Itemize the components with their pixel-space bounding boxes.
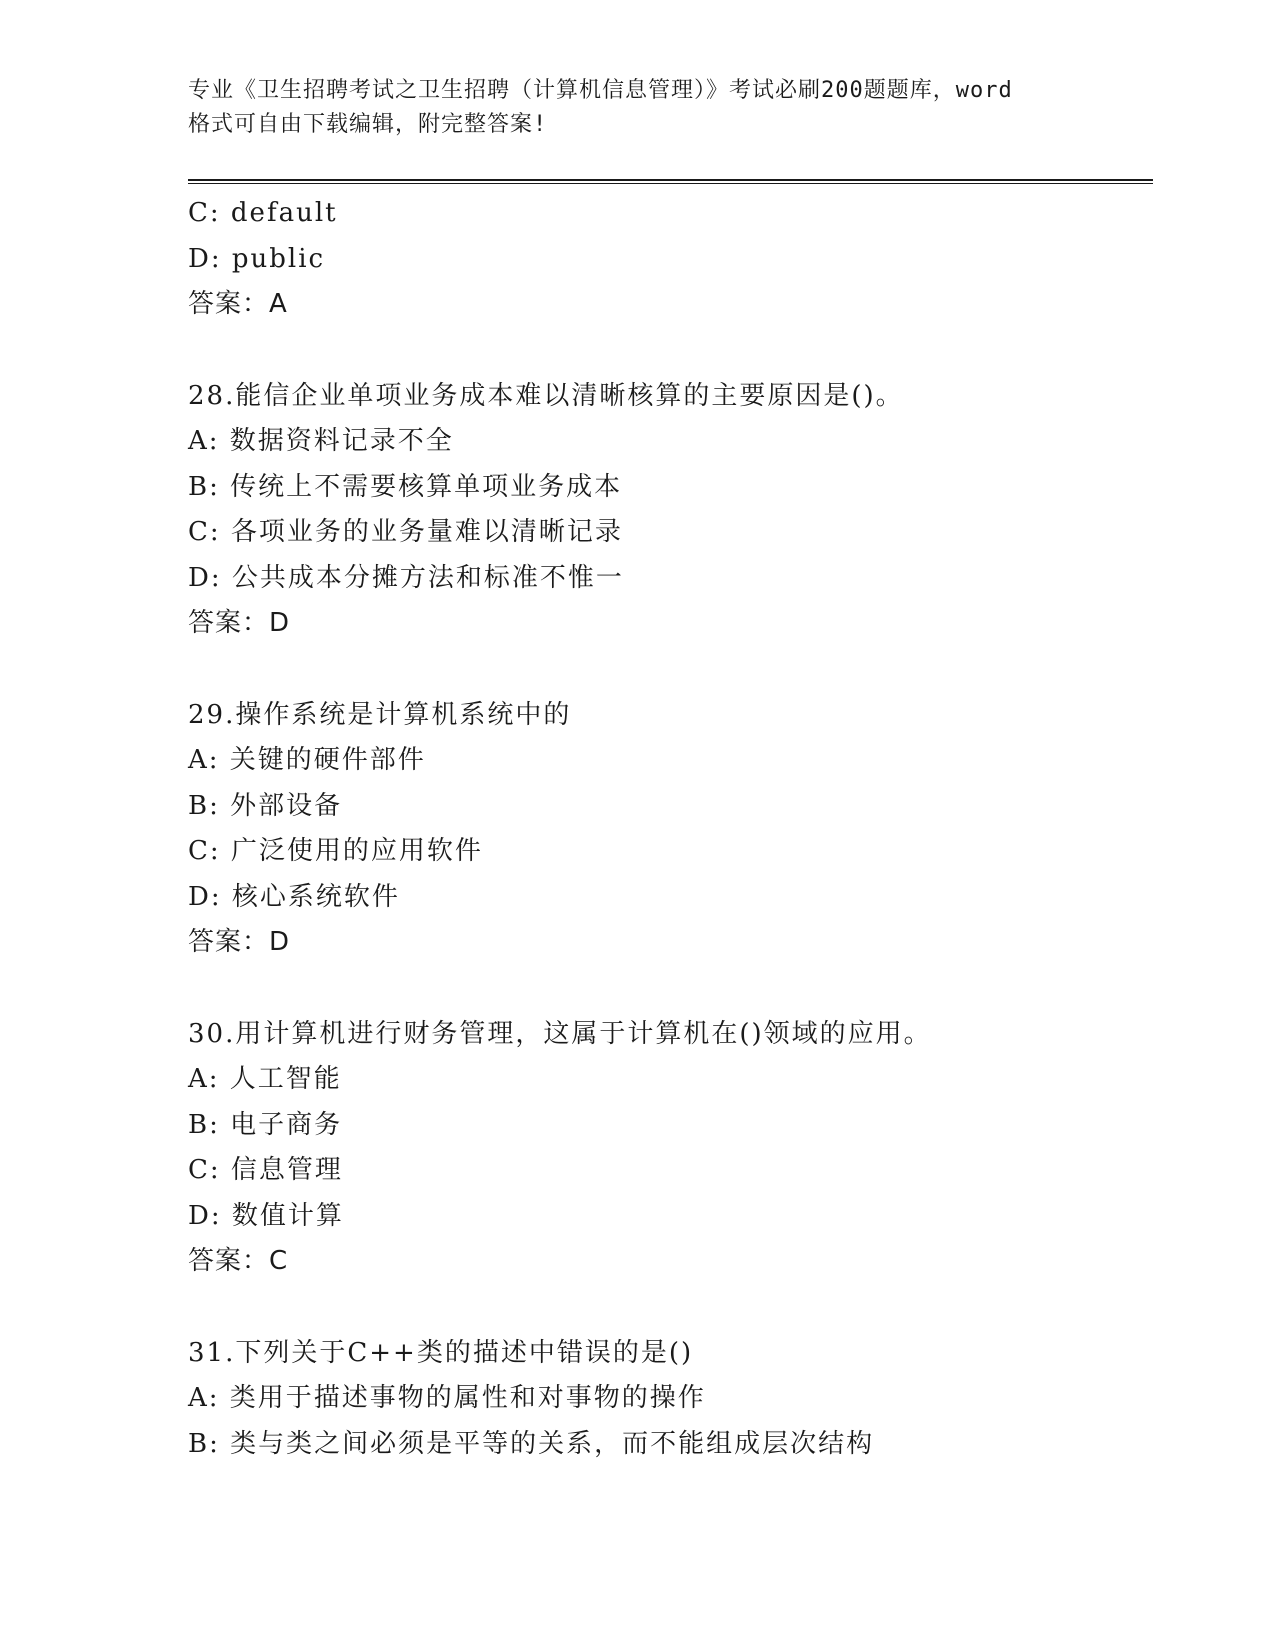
header-title-line-2: 格式可自由下载编辑，附完整答案!: [188, 112, 548, 137]
question-29: [188, 693, 1153, 966]
option-a: A: 数据资料记录不全: [188, 426, 454, 456]
question-stem: 31.下列关于C++类的描述中错误的是(): [188, 1337, 694, 1368]
question-carryover: [188, 191, 1153, 328]
option-a: A: 人工智能: [188, 1064, 342, 1094]
question-30: [188, 1012, 1153, 1285]
document-header: [188, 74, 1088, 142]
answer-line: 答案：C: [188, 1246, 289, 1276]
question-stem: 28.能信企业单项业务成本难以清晰核算的主要原因是()。: [188, 380, 904, 411]
option-d: D: 公共成本分摊方法和标准不惟一: [188, 562, 624, 593]
answer-line: 答案：D: [188, 608, 291, 638]
option-b: B: 类与类之间必须是平等的关系，而不能组成层次结构: [188, 1428, 875, 1459]
option-a: A: 类用于描述事物的属性和对事物的操作: [188, 1383, 706, 1413]
question-gap: [188, 328, 1153, 374]
option-d: D: 数值计算: [188, 1200, 344, 1231]
answer-line: 答案：A: [188, 289, 288, 319]
question-stem: 29.操作系统是计算机系统中的: [188, 699, 572, 730]
option-d: D: 核心系统软件: [188, 881, 400, 912]
option-b: B: 外部设备: [188, 790, 343, 821]
option-c: C: 广泛使用的应用软件: [188, 836, 483, 866]
question-31: [188, 1331, 1153, 1468]
question-28: [188, 374, 1153, 647]
option-b: B: 电子商务: [188, 1109, 343, 1140]
header-title-line-1: 专业《卫生招聘考试之卫生招聘（计算机信息管理）》考试必刷200题题库，word: [188, 78, 1013, 103]
option-c: C: 信息管理: [188, 1155, 343, 1185]
option-c: C: 各项业务的业务量难以清晰记录: [188, 517, 623, 547]
question-gap: [188, 966, 1153, 1012]
option-a: A: 关键的硬件部件: [188, 745, 426, 775]
option-d: D: public: [188, 243, 326, 274]
answer-line: 答案：D: [188, 927, 291, 957]
question-list: [188, 191, 1153, 1467]
header-divider-thick: [188, 179, 1153, 181]
option-c: C: default: [188, 198, 338, 228]
header-divider-thin: [188, 183, 1153, 184]
question-gap: [188, 647, 1153, 693]
option-b: B: 传统上不需要核算单项业务成本: [188, 471, 623, 502]
question-gap: [188, 1285, 1153, 1331]
question-stem: 30.用计算机进行财务管理，这属于计算机在()领域的应用。: [188, 1018, 932, 1049]
